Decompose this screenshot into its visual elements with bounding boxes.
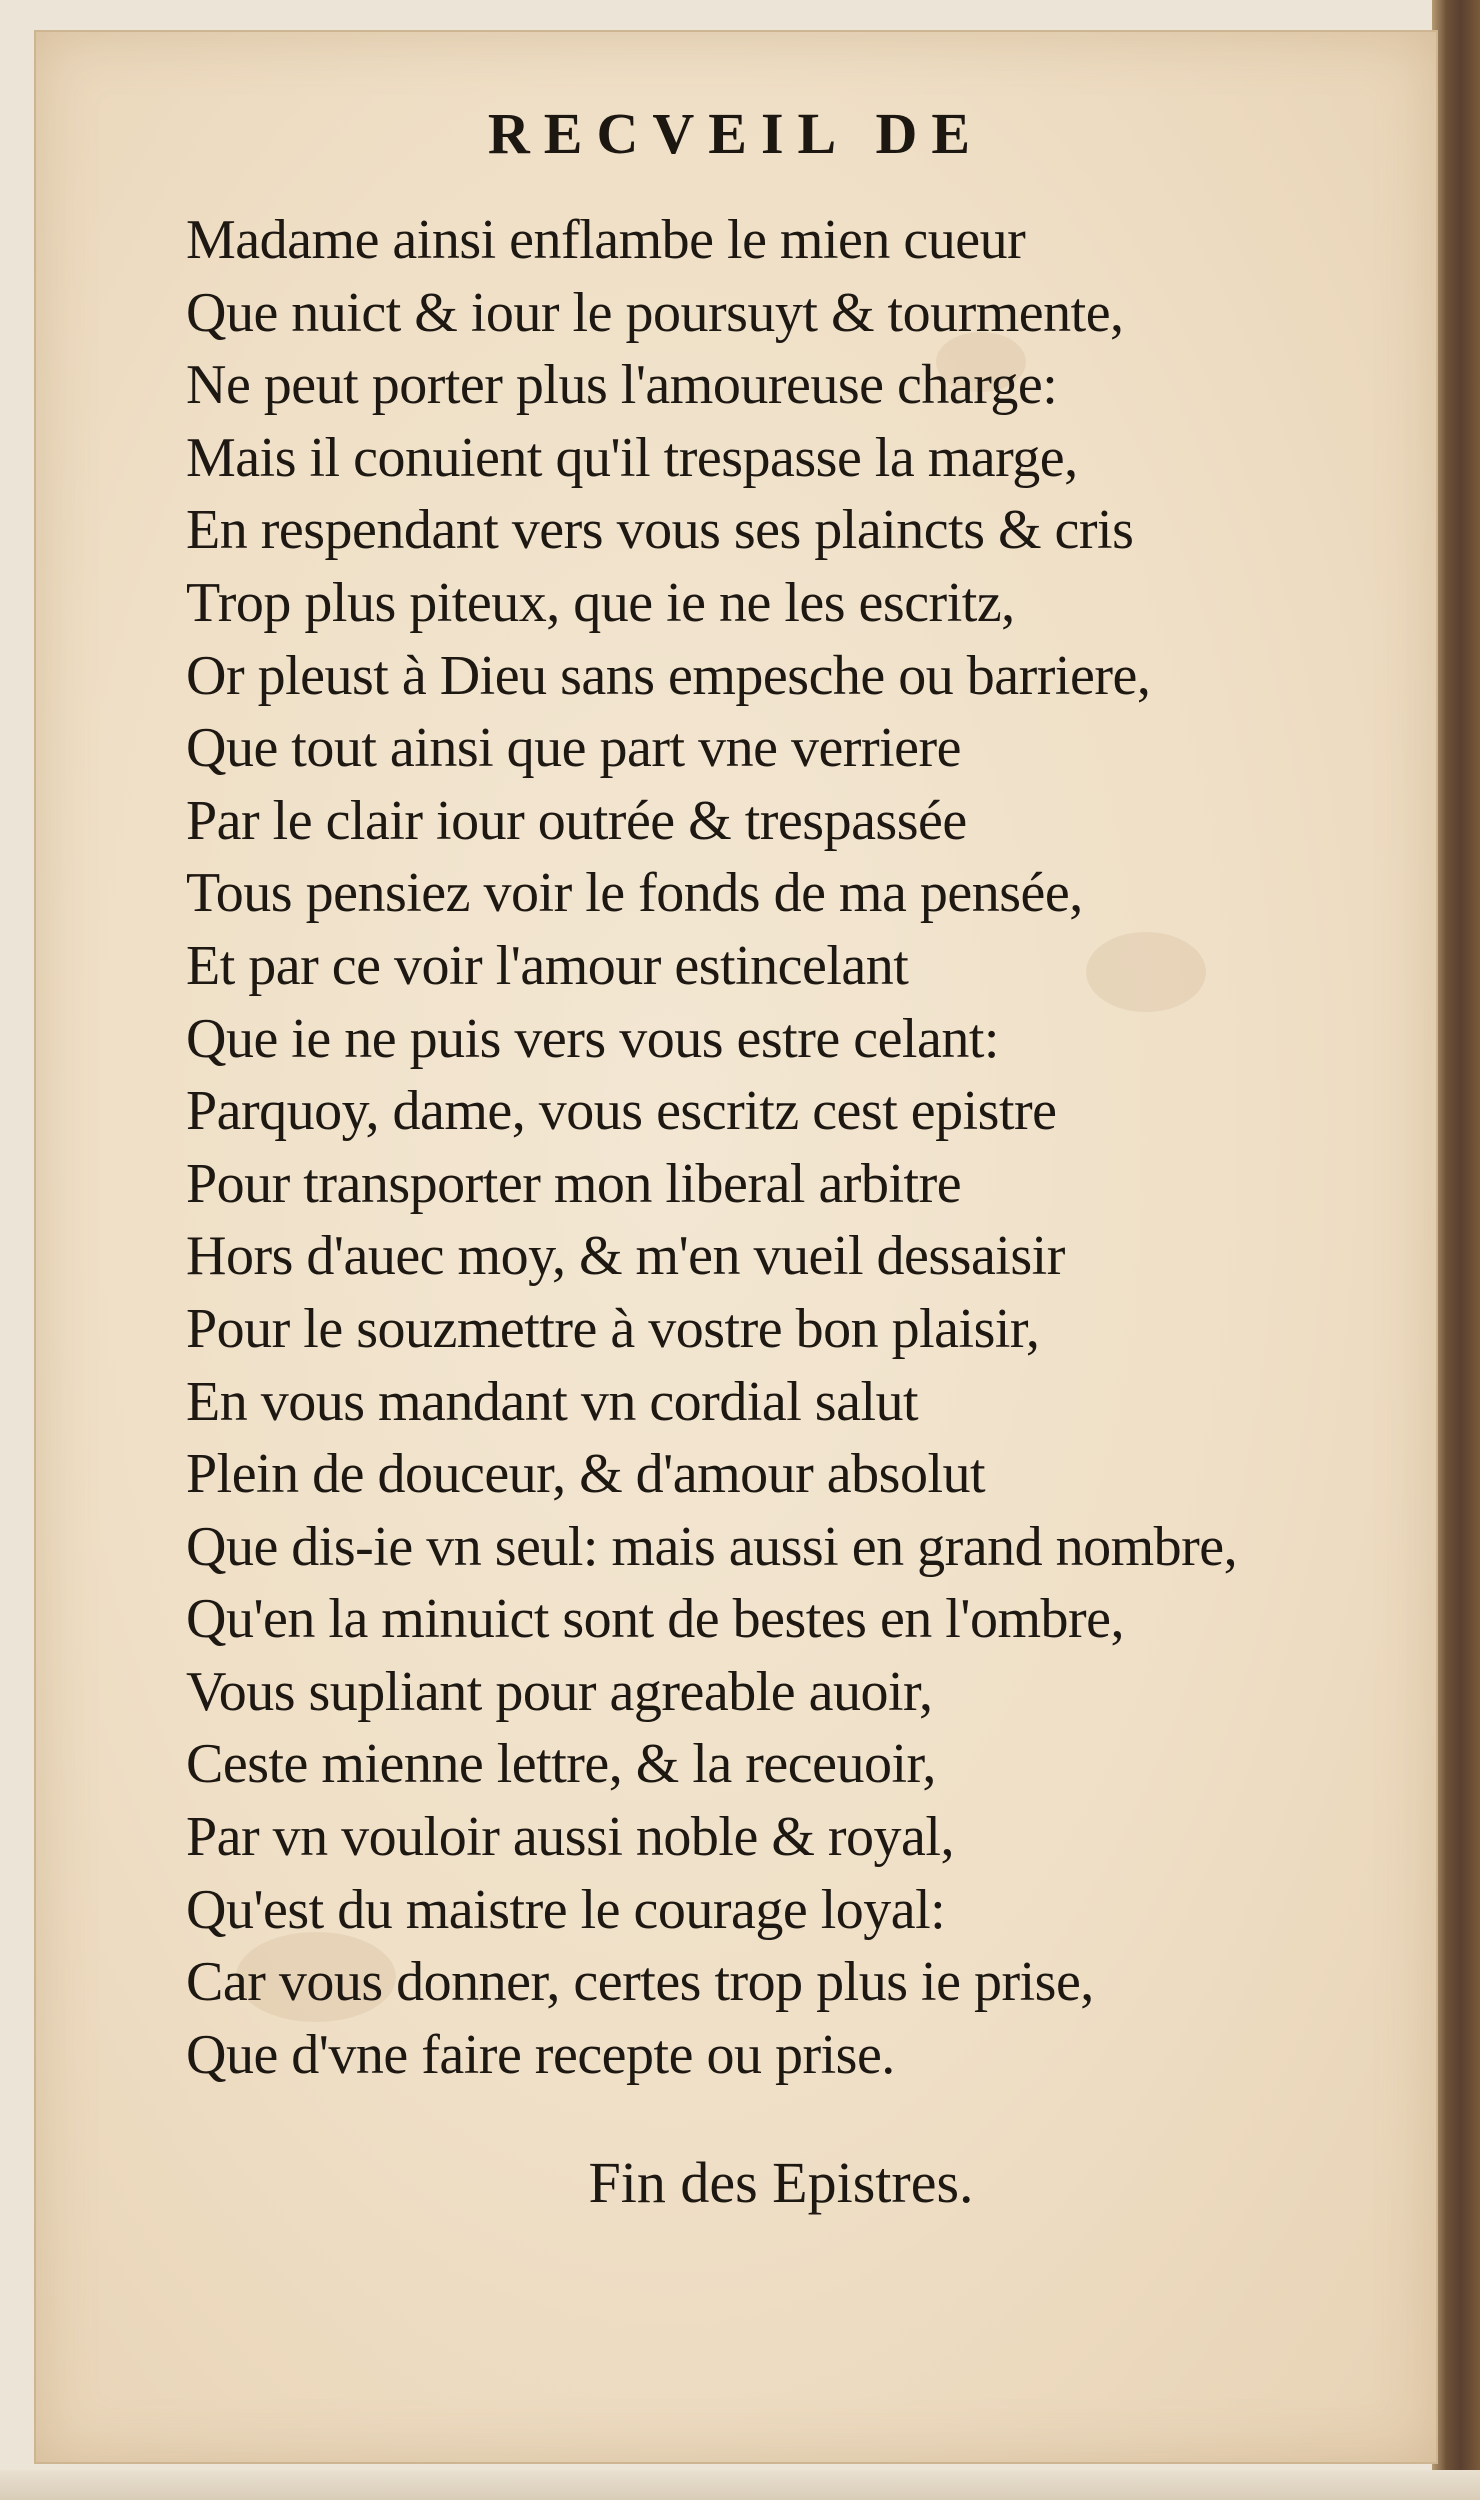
verse-line: Madame ainsi enflambe le mien cueur xyxy=(186,209,1026,271)
verse-line: Plein de douceur, & d'amour absolut xyxy=(186,1443,986,1506)
verse-line: Vous supliant pour agreable auoir, xyxy=(186,1660,933,1723)
verse-line: Par le clair iour outrée & trespassée xyxy=(186,789,967,852)
verse-line: Car vous donner, certes trop plus ie prise, xyxy=(186,1951,1094,2014)
verse-line: En vous mandant vn cordial salut xyxy=(186,1370,919,1433)
verse-line: Que ie ne puis vers vous estre celant: xyxy=(186,1007,999,1070)
verse-line: Mais il conuient qu'il trespasse la marge, xyxy=(186,426,1078,489)
book-edge xyxy=(1432,0,1480,2500)
verse-line: Pour transporter mon liberal arbitre xyxy=(186,1152,962,1215)
verse-line: Ne peut porter plus l'amoureuse charge: xyxy=(186,354,1058,417)
verse-line: Or pleust à Dieu sans empesche ou barriere, xyxy=(186,644,1151,707)
verse-line: Que nuict & iour le poursuyt & tourmente, xyxy=(186,281,1124,344)
verse-block xyxy=(186,204,1386,2091)
verse-line: Et par ce voir l'amour estincelant xyxy=(186,934,909,997)
verse-line: Parquoy, dame, vous escritz cest epistre xyxy=(186,1080,1057,1143)
verse-line: Que tout ainsi que part vne verriere xyxy=(186,717,962,780)
book-page xyxy=(34,30,1438,2464)
verse-line: Tous pensiez voir le fonds de ma pensée, xyxy=(186,862,1083,925)
verse-line: Hors d'auec moy, & m'en vueil dessaisir xyxy=(186,1225,1065,1288)
verse-line: Par vn vouloir aussi noble & royal, xyxy=(186,1806,954,1869)
colophon: Fin des Epistres. xyxy=(588,2150,974,2215)
verse-line: Que d'vne faire recepte ou prise. xyxy=(186,2023,895,2086)
verse-line: Qu'est du maistre le courage loyal: xyxy=(186,1878,946,1941)
verse-line: Trop plus piteux, que ie ne les escritz, xyxy=(186,571,1015,634)
scan-background xyxy=(0,2470,1480,2500)
verse-line: Qu'en la minuict sont de bestes en l'ombre, xyxy=(186,1588,1125,1651)
verse-line: Pour le souzmettre à vostre bon plaisir, xyxy=(186,1297,1040,1360)
running-head: RECVEIL DE xyxy=(487,101,985,166)
verse-line: Que dis-ie vn seul: mais aussi en grand nombre, xyxy=(186,1515,1238,1578)
verse-line: Ceste mienne lettre, & la receuoir, xyxy=(186,1733,936,1796)
verse-line: En respendant vers vous ses plaincts & cris xyxy=(186,499,1134,562)
